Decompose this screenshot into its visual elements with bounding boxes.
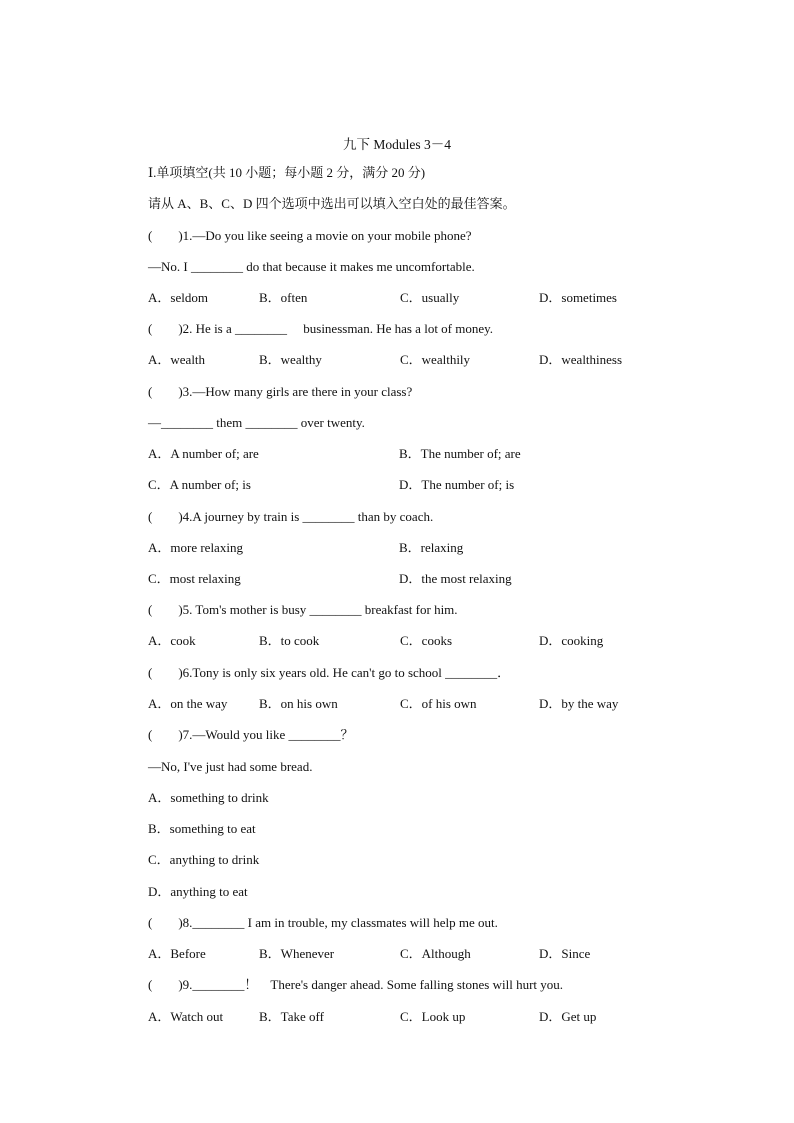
question-7-option-a: A．something to drink	[148, 790, 269, 805]
question-7-option-d: D．anything to eat	[148, 884, 248, 899]
option-d: D．Since	[539, 946, 591, 961]
option-c: C．wealthily	[400, 352, 471, 367]
question-3-stem: ( )3.—How many girls are there in your class?	[148, 384, 413, 399]
option-a: A．wealth	[148, 352, 206, 367]
option-c: C．most relaxing	[148, 571, 241, 586]
option-d: D．by the way	[539, 696, 619, 711]
question-1-reply: —No. I ________ do that because it makes me uncomfortable.	[148, 259, 475, 274]
option-a: A．more relaxing	[148, 540, 243, 555]
option-b: B．Whenever	[259, 946, 335, 961]
option-a: A．A number of; are	[148, 446, 259, 461]
option-d: D．the most relaxing	[399, 571, 512, 586]
question-2-stem: ( )2. He is a ________ businessman. He has a lot of money.	[148, 321, 494, 336]
question-1-stem: ( )1.—Do you like seeing a movie on your mobile phone?	[148, 228, 472, 243]
question-7-stem: ( )7.—Would you like ________？	[148, 727, 354, 742]
section-heading: Ⅰ.单项填空(共 10 小题；每小题 2 分，满分 20 分)	[148, 165, 426, 180]
question-6-stem: ( )6.Tony is only six years old. He can't go to school ________．	[148, 665, 511, 680]
option-b: B．to cook	[259, 633, 320, 648]
option-a: A．on the way	[148, 696, 228, 711]
option-d: D．The number of; is	[399, 477, 515, 492]
option-c: C．Although	[400, 946, 471, 961]
option-d: D．cooking	[539, 633, 604, 648]
option-b: B．wealthy	[259, 352, 322, 367]
option-d: D．sometimes	[539, 290, 617, 305]
option-c: C．Look up	[400, 1009, 466, 1024]
option-d: D．Get up	[539, 1009, 597, 1024]
option-c: C．cooks	[400, 633, 453, 648]
question-9-stem: ( )9.________！ There's danger ahead. Some falling stones will hurt you.	[148, 977, 564, 992]
option-b: B．often	[259, 290, 308, 305]
option-d: D．wealthiness	[539, 352, 623, 367]
option-a: A．seldom	[148, 290, 208, 305]
question-8-stem: ( )8.________ I am in trouble, my classmates will help me out.	[148, 915, 498, 930]
option-b: B．relaxing	[399, 540, 464, 555]
question-3-reply: —________ them ________ over twenty.	[148, 415, 365, 430]
question-7-option-b: B．something to eat	[148, 821, 256, 836]
question-7-reply: —No, I've just had some bread.	[148, 759, 313, 774]
section-instruction: 请从 A、B、C、D 四个选项中选出可以填入空白处的最佳答案。	[148, 196, 516, 211]
question-5-stem: ( )5. Tom's mother is busy ________ breakfast for him.	[148, 602, 458, 617]
page-title: 九下 Modules 3－4	[343, 137, 451, 152]
option-b: B．The number of; are	[399, 446, 521, 461]
option-a: A．Watch out	[148, 1009, 224, 1024]
option-b: B．Take off	[259, 1009, 324, 1024]
question-7-option-c: C．anything to drink	[148, 852, 260, 867]
option-a: A．cook	[148, 633, 196, 648]
option-c: C．usually	[400, 290, 460, 305]
option-b: B．on his own	[259, 696, 338, 711]
option-c: C．A number of; is	[148, 477, 251, 492]
option-c: C．of his own	[400, 696, 477, 711]
question-4-stem: ( )4.A journey by train is ________ than by coach.	[148, 509, 434, 524]
option-a: A．Before	[148, 946, 206, 961]
